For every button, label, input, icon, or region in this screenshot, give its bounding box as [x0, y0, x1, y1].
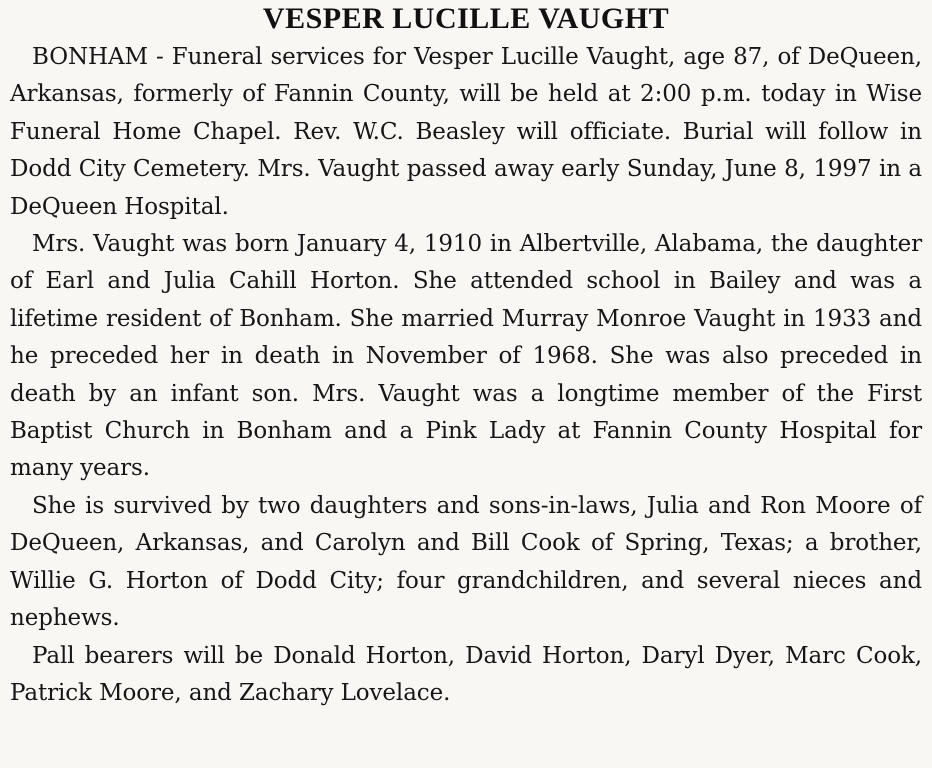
obituary-headline: VESPER LUCILLE VAUGHT [262, 2, 670, 35]
obituary-paragraph-pallbearers: Pall bearers will be Donald Horton, David Horton, Daryl Dyer, Marc Cook, Patrick Moore, and Zachary Lovelace. [10, 642, 922, 706]
obituary-paragraph-services: BONHAM - Funeral services for Vesper Lucille Vaught, age 87, of DeQueen, Arkansas, formerly of Fannin County, will be held at 2:00 p.m. today in Wise Funeral Home Chapel. Rev. W.C. Beasley will officiate. Burial will follow in Dodd City Cemetery. Mrs. Vaught passed away early Sunday, June 8, 1997 in a DeQueen Hospital. [10, 44, 922, 220]
obituary-paragraph-survivors: She is survived by two daughters and sons-in-laws, Julia and Ron Moore of DeQueen, Arkansas, and Carolyn and Bill Cook of Spring, Texas; a brother, Willie G. Horton of Dodd City; four grandchildren, and several nieces and nephews. [10, 492, 922, 632]
obituary-paragraph-biography: Mrs. Vaught was born January 4, 1910 in Albertville, Alabama, the daughter of Earl and Julia Cahill Horton. She attended school in Bailey and was a lifetime resident of Bonham. She married Murray Monroe Vaught in 1933 and he preceded her in death in November of 1968. She was also preceded in death by an infant son. Mrs. Vaught was a longtime member of the First Baptist Church in Bonham and a Pink Lady at Fannin County Hospital for many years. [10, 231, 922, 482]
